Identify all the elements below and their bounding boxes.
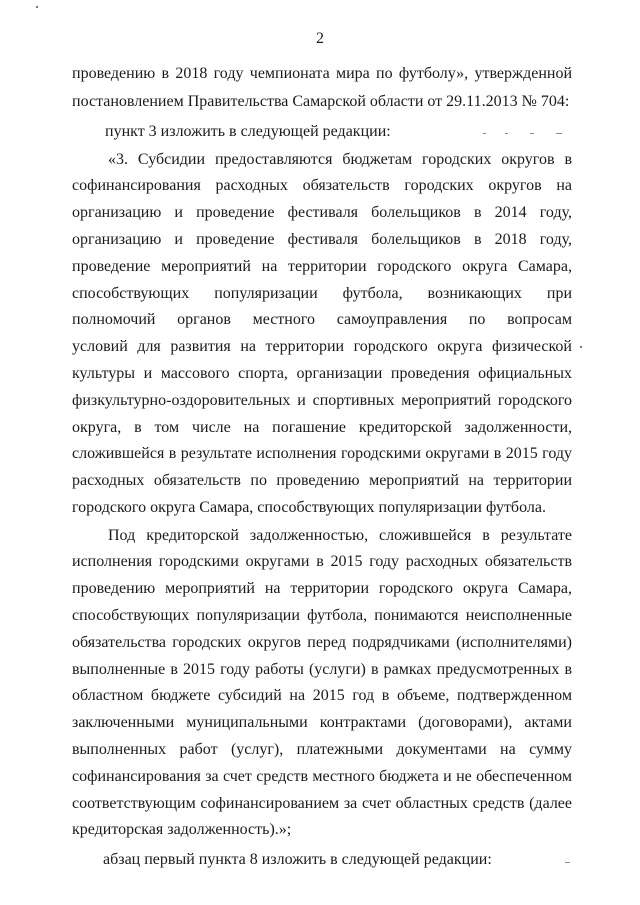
text-line: постановлением Правительства Самарской области от 29.11.2013 № 704:: [72, 93, 570, 110]
text-line: полномочий органов местного самоуправления по вопросам: [72, 311, 572, 328]
scan-speck: [530, 133, 534, 134]
text-line: способствующих популяризации футбола, возникающих при: [72, 285, 572, 302]
text-line: расходных обязательств по проведению мероприятий на территории: [72, 472, 572, 489]
scan-speck: [505, 133, 508, 134]
scan-speck: [483, 133, 486, 134]
text-line: софинансирования расходных обязательств городских округов на: [72, 177, 572, 194]
text-line: культуры и массового спорта, организации проведения официальных: [72, 365, 572, 382]
scan-speck: [580, 346, 582, 348]
text-line: проведению мероприятий на территории городского округа Самара,: [72, 580, 572, 597]
text-line: физкультурно-оздоровительных и спортивных мероприятий городского: [72, 392, 572, 409]
text-line: «3. Субсидии предоставляются бюджетам городских округов в: [108, 151, 572, 168]
scan-speck: [556, 133, 562, 134]
scan-speck: [36, 6, 38, 8]
text-line: областном бюджете субсидий на 2015 год в объеме, подтвержденном: [72, 687, 572, 704]
text-line: Под кредиторской задолженностью, сложившейся в результате: [108, 527, 572, 544]
text-line: округа, в том числе на погашение кредиторской задолженности,: [72, 419, 572, 436]
text-line: абзац первый пункта 8 изложить в следующей редакции:: [103, 851, 492, 868]
text-line: выполненные в 2015 году работы (услуги) в рамках предусмотренных в: [72, 661, 572, 678]
text-line: условий для развития на территории городского округа физической: [72, 338, 572, 355]
page-number: 2: [316, 30, 324, 47]
text-line: организацию и проведение фестиваля болельщиков в 2014 году,: [72, 204, 572, 221]
text-line: обязательства городских округов перед подрядчиками (исполнителями): [72, 634, 572, 651]
text-line: способствующих популяризации футбола, понимаются неисполненные: [72, 607, 572, 624]
text-line: исполнения городскими округами в 2015 году расходных обязательств: [72, 553, 572, 570]
text-line: соответствующим софинансированием за счет областных средств (далее: [72, 795, 572, 812]
text-line: проведение мероприятий на территории городского округа Самара,: [72, 258, 572, 275]
text-line: кредиторская задолженность).»;: [72, 821, 292, 838]
text-line: сложившейся в результате исполнения городскими округами в 2015 году: [72, 445, 572, 462]
text-line: организацию и проведение фестиваля болельщиков в 2018 году,: [72, 231, 572, 248]
text-line: городского округа Самара, способствующих популяризации футбола.: [72, 499, 546, 516]
text-line: проведению в 2018 году чемпионата мира по футболу», утвержденной: [72, 65, 572, 82]
text-line: пункт 3 изложить в следующей редакции:: [105, 123, 391, 140]
text-line: выполненных работ (услуг), платежными документами на сумму: [72, 741, 572, 758]
text-line: заключенными муниципальными контрактами (договорами), актами: [72, 714, 572, 731]
text-line: софинансирования за счет средств местного бюджета и не обеспеченном: [72, 768, 572, 785]
scan-speck: [565, 862, 570, 863]
